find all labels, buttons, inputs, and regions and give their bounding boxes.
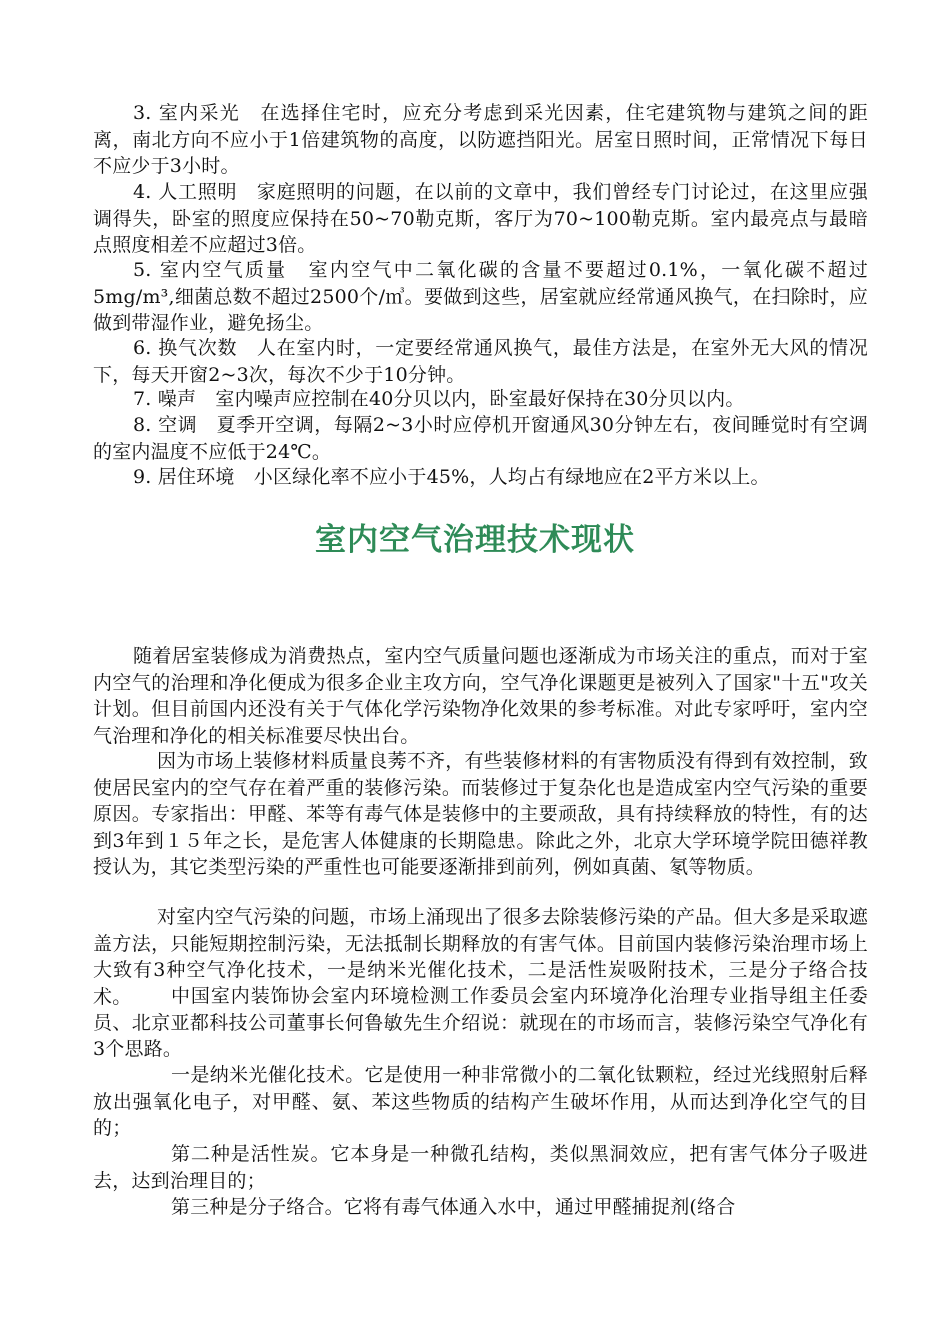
list-item-air-quality: 5. 室内空气质量 室内空气中二氧化碳的含量不要超过0.1%，一氧化碳不超过5mg/m³,细菌总数不超过2500个/㎥。要做到这些，居室就应经常通风换气，在扫除时，应做到带湿作业，避免扬尘。 [93, 259, 868, 334]
section-title: 室内空气治理技术现状 [315, 522, 635, 558]
body-paragraph: 一是纳米光催化技术。它是使用一种非常微小的二氧化钛颗粒，经过光线照射后释放出强氧化电子，对甲醛、氨、苯这些物质的结构产生破坏作用，从而达到净化空气的目的； [93, 1064, 868, 1139]
body-paragraph: 随着居室装修成为消费热点，室内空气质量问题也逐渐成为市场关注的重点，而对于室内空气的治理和净化便成为很多企业主攻方向，空气净化课题更是被列入了国家"十五"攻关计划。但目前国内还没有关于气体化学污染物净化效果的参考标准。对此专家呼吁，室内空气治理和净化的相关标准要尽快出台。 [93, 645, 868, 747]
list-item-noise: 7. 噪声 室内噪声应控制在40分贝以内，卧室最好保持在30分贝以内。 [133, 388, 745, 410]
list-item-lighting-artificial: 4. 人工照明 家庭照明的问题，在以前的文章中，我们曾经专门讨论过，在这里应强调得失，卧室的照度应保持在50~70勒克斯，客厅为70~100勒克斯。室内最亮点与最暗点照度相差不应超过3倍。 [93, 181, 868, 256]
body-paragraph: 第三种是分子络合。它将有毒气体通入水中，通过甲醛捕捉剂(络合 [171, 1196, 736, 1218]
body-paragraph: 中国室内装饰协会室内环境检测工作委员会室内环境净化治理专业指导组主任委员、北京亚都科技公司董事长何鲁敏先生介绍说：就现在的市场而言，装修污染空气净化有3个思路。 [93, 985, 868, 1060]
body-paragraph: 因为市场上装修材料质量良莠不齐，有些装修材料的有害物质没有得到有效控制，致使居民室内的空气存在着严重的装修污染。而装修过于复杂化也是造成室内空气污染的重要原因。专家指出：甲醛、苯等有毒气体是装修中的主要顽敌，具有持续释放的特性，有的达到3年到１５年之长，是危害人体健康的长期隐患。除此之外，北京大学环境学院田德祥教授认为，其它类型污染的严重性也可能要逐渐排到前列，例如真菌、氡等物质。 [93, 750, 868, 878]
body-paragraph: 第二种是活性炭。它本身是一种微孔结构，类似黑洞效应，把有害气体分子吸进去，达到治理目的； [93, 1143, 868, 1192]
list-item-lighting-natural: 3. 室内采光 在选择住宅时，应充分考虑到采光因素，住宅建筑物与建筑之间的距离，南北方向不应小于1倍建筑物的高度，以防遮挡阳光。居室日照时间，正常情况下每日不应少于3小时。 [93, 102, 868, 177]
list-item-air-conditioning: 8. 空调 夏季开空调，每隔2~3小时应停机开窗通风30分钟左右，夜间睡觉时有空调的室内温度不应低于24℃。 [93, 414, 868, 463]
body-paragraph: 对室内空气污染的问题，市场上涌现出了很多去除装修污染的产品。但大多是采取遮盖方法，只能短期控制污染，无法抵制长期释放的有害气体。目前国内装修污染治理市场上大致有3种空气净化技术，一是纳米光催化技术，二是活性炭吸附技术，三是分子络合技术。 [93, 906, 868, 1008]
list-item-living-environment: 9. 居住环境 小区绿化率不应小于45%，人均占有绿地应在2平方米以上。 [133, 466, 770, 488]
list-item-ventilation: 6. 换气次数 人在室内时，一定要经常通风换气，最佳方法是，在室外无大风的情况下，每天开窗2~3次，每次不少于10分钟。 [93, 337, 868, 386]
